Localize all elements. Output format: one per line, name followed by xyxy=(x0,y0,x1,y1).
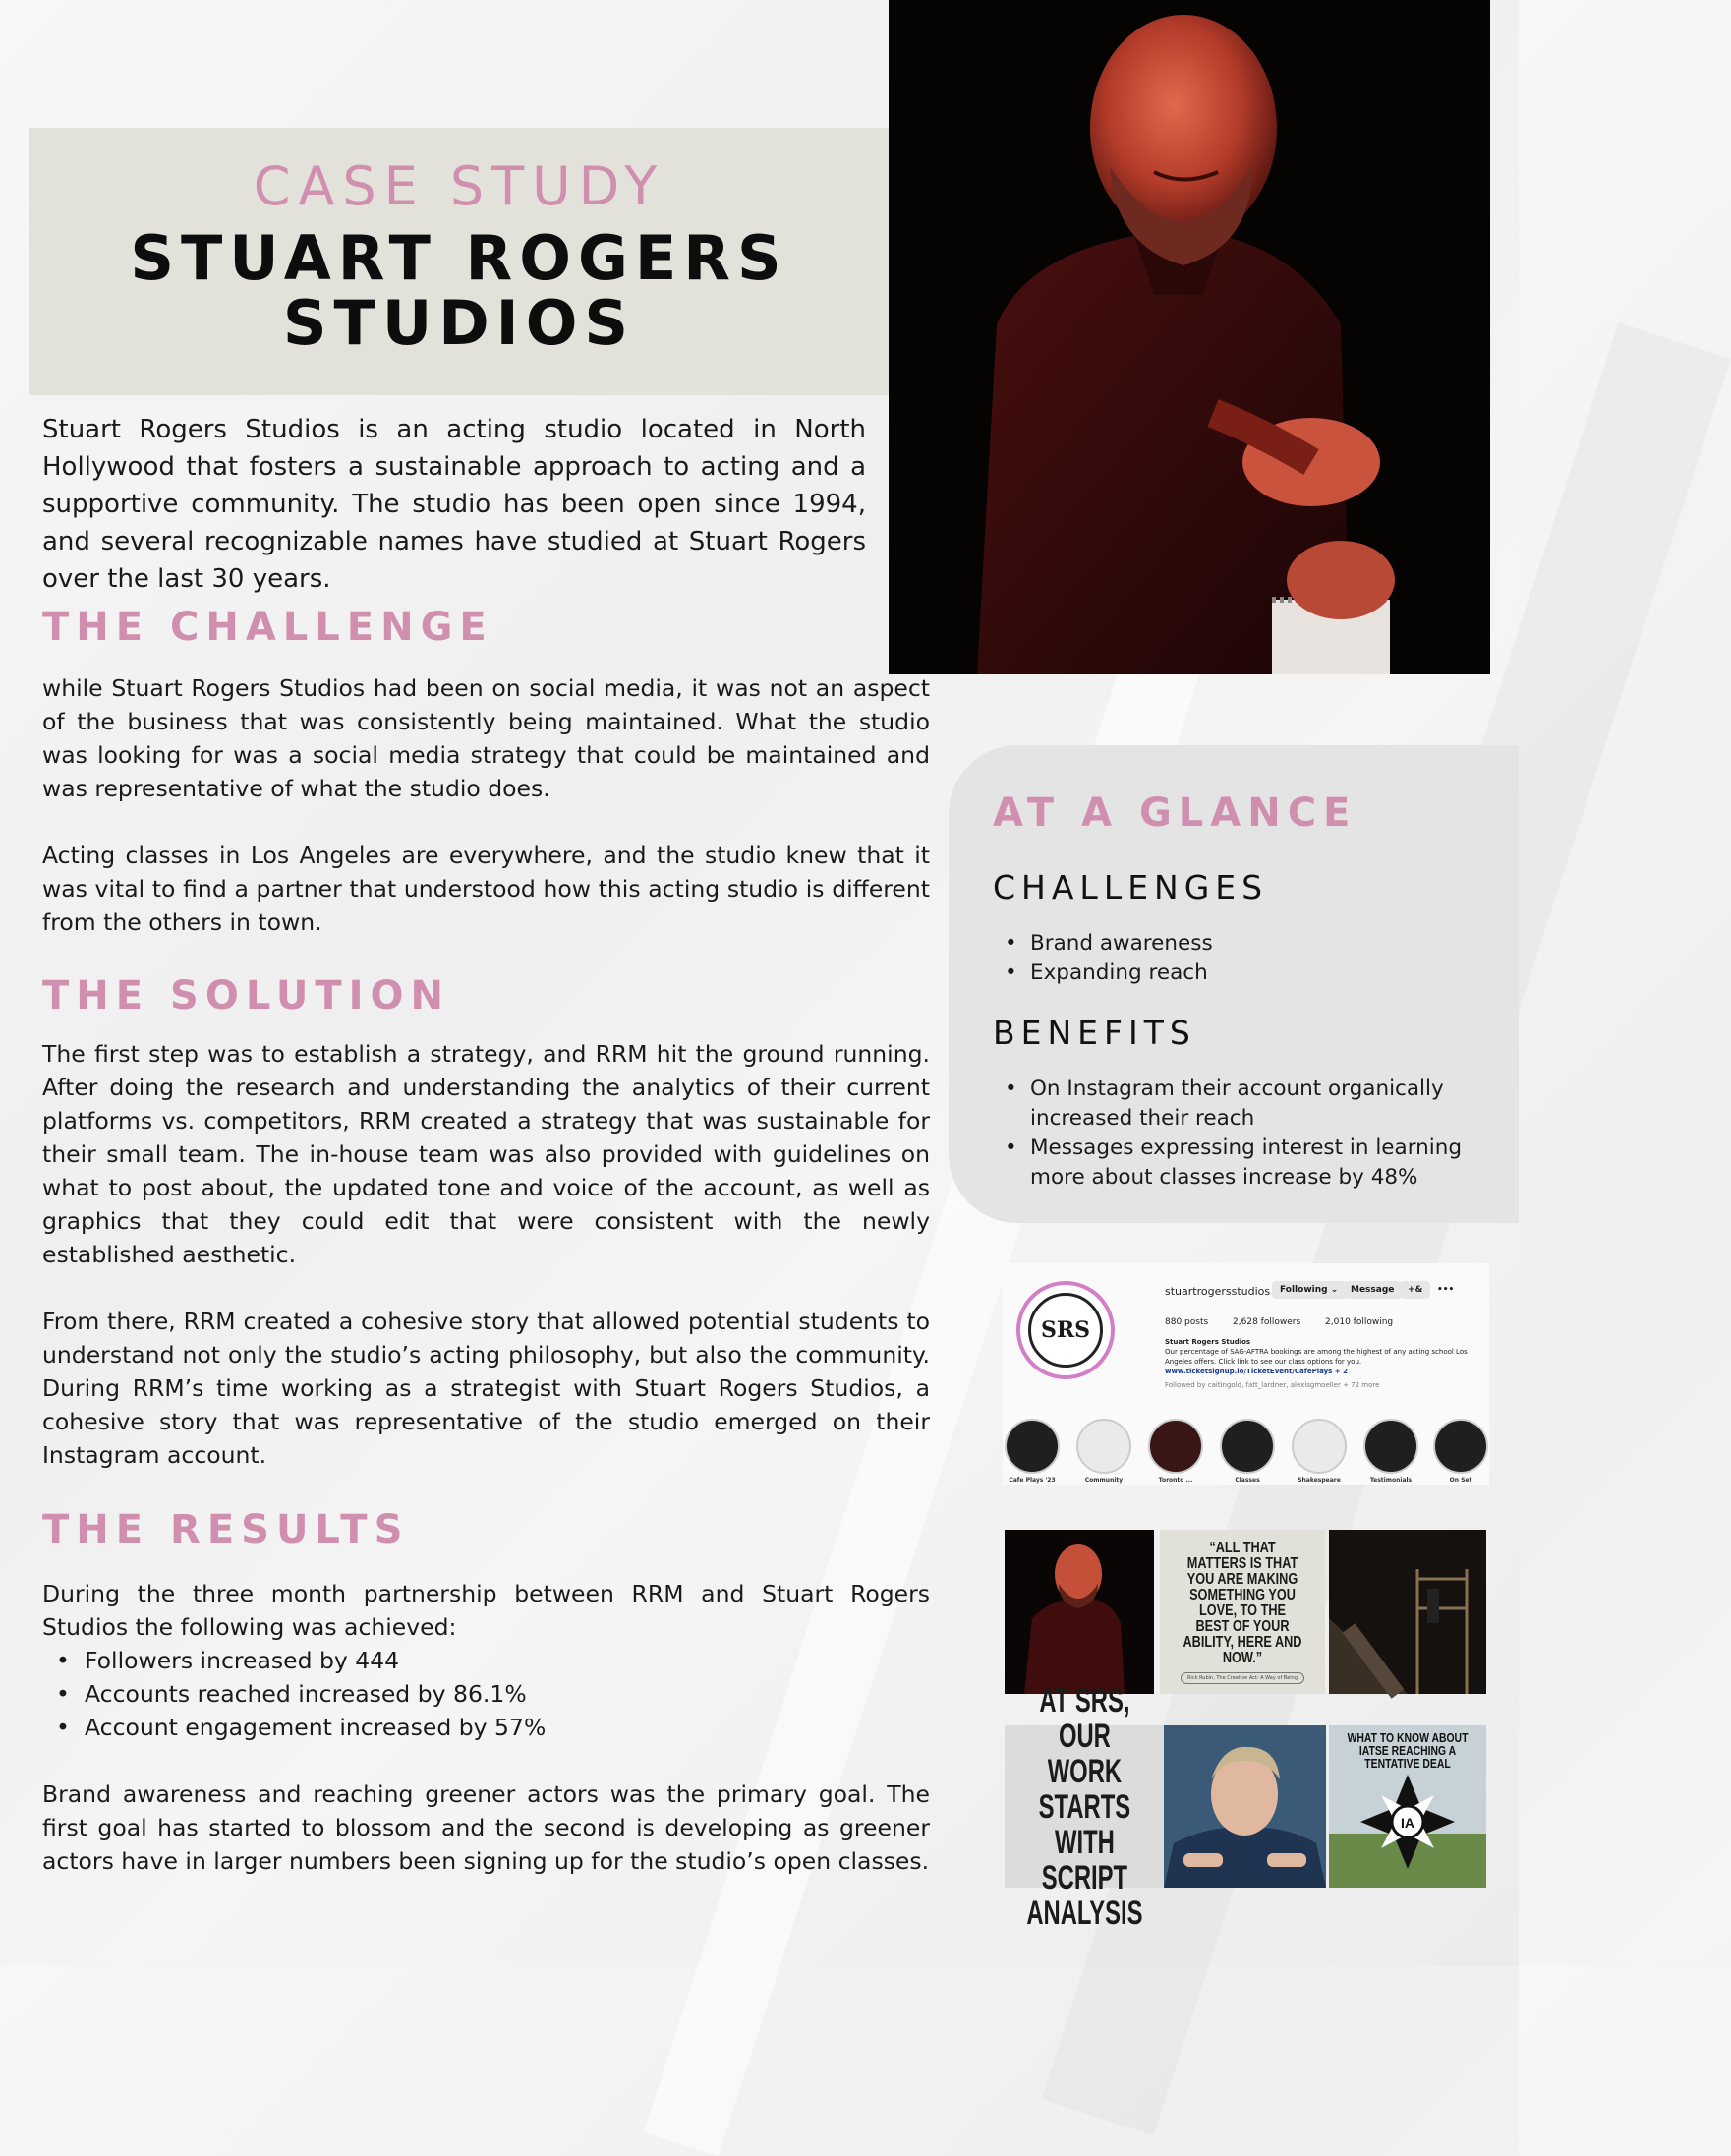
message-button: Message xyxy=(1343,1281,1402,1299)
heart-icon xyxy=(1363,1419,1418,1474)
challenge-heading: THE CHALLENGE xyxy=(42,605,493,650)
instagram-profile-screenshot xyxy=(1003,1263,1489,1485)
highlight-item xyxy=(1220,1419,1275,1484)
highlight-item xyxy=(1148,1419,1203,1484)
challenges-list xyxy=(993,929,1484,988)
quote-attribution: Rick Rubin, The Creative Act: A Way of Being xyxy=(1181,1672,1304,1684)
followed-by: Followed by caitingold, fatt_lardner, alexisgmoeller + 72 more xyxy=(1165,1381,1380,1389)
profile-avatar xyxy=(1016,1281,1115,1379)
title-banner xyxy=(29,128,889,395)
highlight-label: Testimonials xyxy=(1369,1477,1413,1484)
post-photo xyxy=(1164,1725,1326,1888)
case-study-label: CASE STUDY xyxy=(253,155,665,217)
solution-paragraph: From there, RRM created a cohesive story that allowed potential students to understand not only the studio’s acting philosophy, but also the community. During RRM’s time working as a strategist with Stuart Rogers Studios, a cohesive story that was representative of the studio emerged on their Instagram account. xyxy=(42,1308,930,1469)
followers-count: 2,628 followers xyxy=(1233,1317,1301,1327)
list-item: • Account engagement increased by 57% xyxy=(42,1711,930,1744)
srs-logo: SRS xyxy=(1028,1293,1103,1368)
canada-flag-icon xyxy=(1148,1419,1203,1474)
highlight-label: Classes xyxy=(1235,1477,1260,1484)
highlight-label: Shakespeare xyxy=(1298,1477,1341,1484)
post-quote-tile xyxy=(1160,1530,1325,1694)
list-item: • Accounts reached increased by 86.1% xyxy=(42,1677,930,1711)
results-outro: Brand awareness and reaching greener actors was the primary goal. The first goal has started to blossom and the second is developing as greener actors have in larger numbers been signing up for the studio’s open classes. xyxy=(42,1780,930,1875)
challenge-text xyxy=(42,671,930,939)
challenge-paragraph: Acting classes in Los Angeles are everywhere, and the studio knew that it was vital to find a partner that understood how this acting studio is different from the others in town. xyxy=(42,842,930,936)
highlight-icon xyxy=(1005,1419,1060,1474)
highlight-label: Community xyxy=(1084,1477,1124,1484)
more-icon: ••• xyxy=(1437,1285,1455,1295)
profile-stats xyxy=(1165,1317,1414,1327)
list-item: • Brand awareness xyxy=(993,929,1484,959)
actor-headshot-image xyxy=(1164,1725,1326,1888)
results-intro: During the three month partnership between RRM and Stuart Rogers Studios the following was achieved: xyxy=(42,1580,930,1641)
srs-tile-text: AT SRS, OUR WORK STARTS WITH SCRIPT ANALYSIS xyxy=(1025,1681,1143,1932)
post-photo xyxy=(1005,1530,1154,1694)
highlight-icon xyxy=(1076,1419,1131,1474)
stage-set-image xyxy=(1329,1530,1486,1694)
bio-name: Stuart Rogers Studios xyxy=(1165,1338,1251,1346)
highlight-label: Toronto ... xyxy=(1158,1477,1193,1484)
bio-text: Our percentage of SAG-AFTRA bookings are among the highest of any acting school Los Angeles offers. Click link to see our class options for you. xyxy=(1165,1348,1468,1366)
benefits-list xyxy=(993,1075,1484,1193)
results-text xyxy=(42,1577,930,1878)
solution-paragraph: The first step was to establish a strategy, and RRM hit the ground running. After doing the research and understanding the analytics of their current platforms vs. competitors, RRM created a strategy that was sustainable for their small team. The in-house team was also provided with guidelines on what to post about, the updated tone and voice of the account, as well as graphics that they could edit that were consistent with the newly established aesthetic. xyxy=(42,1040,930,1268)
benefits-heading: BENEFITS xyxy=(993,1014,1196,1052)
at-a-glance-panel xyxy=(949,745,1519,1223)
intro-paragraph: Stuart Rogers Studios is an acting studio located in North Hollywood that fosters a sustainable approach to acting and a supportive community. The studio has been open since 1994, and several recognizable names have studied at Stuart Rogers over the last 30 years. xyxy=(42,415,866,594)
highlight-label: On Set xyxy=(1449,1477,1472,1484)
challenges-heading: CHALLENGES xyxy=(993,868,1269,906)
posts-count: 880 posts xyxy=(1165,1317,1209,1327)
results-heading: THE RESULTS xyxy=(42,1507,410,1552)
profile-username: stuartrogersstudios xyxy=(1165,1285,1271,1298)
following-button: Following ⌄ xyxy=(1272,1281,1346,1299)
highlight-icon xyxy=(1220,1419,1275,1474)
list-item: • On Instagram their account organically increased their reach xyxy=(993,1075,1484,1134)
highlight-item xyxy=(1076,1419,1131,1484)
post-photo xyxy=(1329,1530,1486,1694)
post-srs-tile xyxy=(1005,1681,1164,1932)
challenge-paragraph: while Stuart Rogers Studios had been on social media, it was not an aspect of the business that was consistently being maintained. What the studio was looking for was a social media strategy that could be maintained and was representative of what the studio does. xyxy=(42,674,930,802)
add-user-button: +& xyxy=(1400,1281,1430,1299)
portrait-image xyxy=(889,0,1490,674)
title-line-2: STUDIOS xyxy=(282,287,636,359)
page-title xyxy=(29,222,889,359)
hero-photo xyxy=(889,0,1490,674)
highlight-item xyxy=(1433,1419,1488,1484)
iatse-logo-icon xyxy=(1329,1725,1486,1888)
list-item: • Followers increased by 444 xyxy=(42,1644,930,1677)
glance-heading: AT A GLANCE xyxy=(993,790,1357,836)
list-item: • Expanding reach xyxy=(993,959,1484,988)
solution-heading: THE SOLUTION xyxy=(42,973,451,1019)
post-portrait-image xyxy=(1005,1530,1154,1694)
highlight-item xyxy=(1363,1419,1418,1484)
highlight-item xyxy=(1292,1419,1347,1484)
iatse-tile-text: WHAT TO KNOW ABOUT IATSE REACHING A TENTATIVE DEAL xyxy=(1347,1730,1469,1771)
post-iatse-tile xyxy=(1329,1725,1486,1888)
quote-text: “ALL THAT MATTERS IS THAT YOU ARE MAKING SOMETHING YOU LOVE, TO THE BEST OF YOUR ABILITY, HERE AND NOW.” xyxy=(1183,1539,1302,1666)
following-count: 2,010 following xyxy=(1325,1317,1394,1327)
solution-text xyxy=(42,1037,930,1472)
list-item: • Messages expressing interest in learning more about classes increase by 48% xyxy=(993,1134,1484,1193)
profile-bio xyxy=(1165,1337,1479,1390)
highlight-item xyxy=(1005,1419,1060,1484)
bio-link: www.ticketsignup.io/TicketEvent/CafePlays + 2 xyxy=(1165,1368,1348,1375)
title-line-1: STUART ROGERS xyxy=(130,222,788,294)
iatse-logo-text: IA xyxy=(1401,1815,1414,1831)
highlight-label: Cafe Plays '23 xyxy=(1009,1477,1056,1484)
results-list xyxy=(42,1644,930,1744)
highlight-icon xyxy=(1433,1419,1488,1474)
highlight-icon xyxy=(1292,1419,1347,1474)
